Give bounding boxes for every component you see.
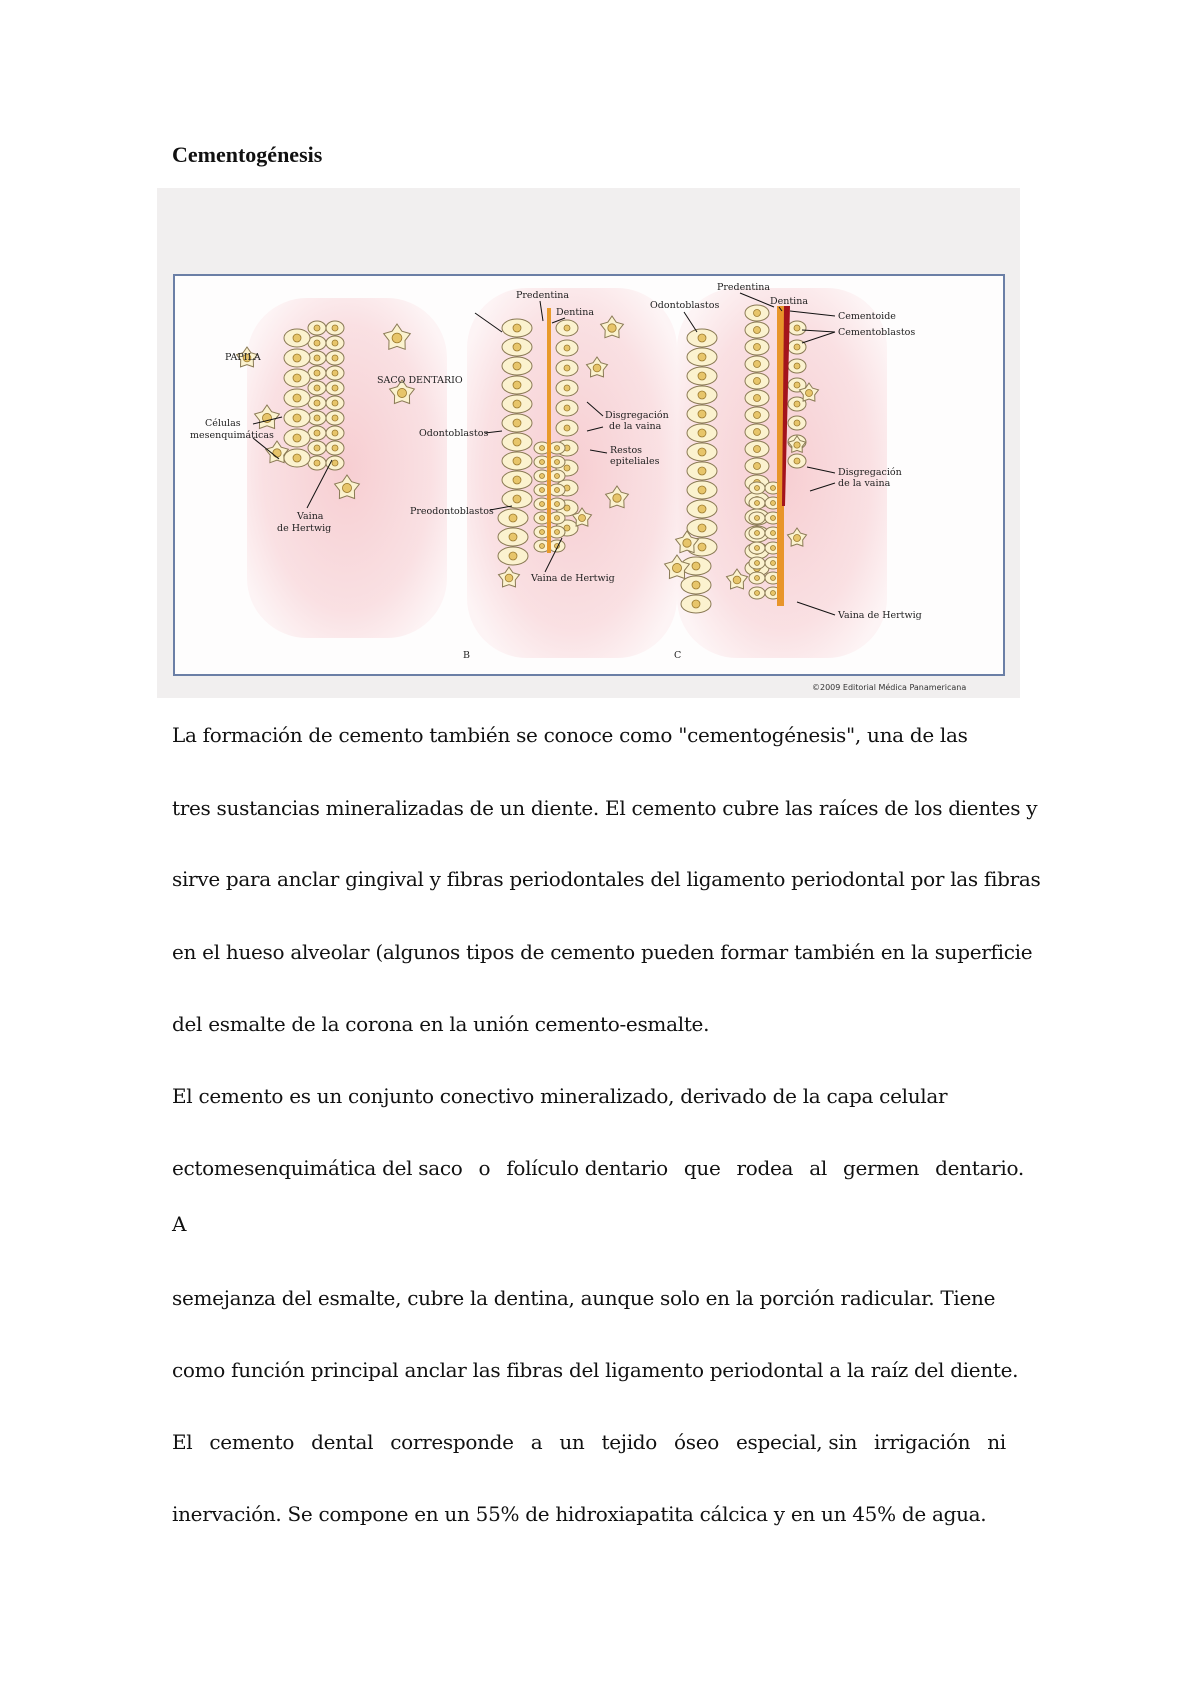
cell-nucleus xyxy=(593,364,601,372)
cell-nucleus xyxy=(613,494,621,502)
cell-nucleus xyxy=(564,465,570,471)
cell-nucleus xyxy=(755,516,760,521)
dentin-stripe-b xyxy=(547,308,551,553)
cell-nucleus xyxy=(293,414,301,422)
cell-nucleus xyxy=(698,524,706,532)
cell-nucleus xyxy=(771,516,776,521)
cell-nucleus xyxy=(509,514,517,522)
cell-nucleus xyxy=(509,533,517,541)
cell-nucleus xyxy=(771,576,776,581)
label-c-dentina: Dentina xyxy=(770,296,808,307)
word: un xyxy=(559,1430,585,1454)
cell-nucleus xyxy=(698,543,706,551)
paragraph-line-2: tres sustancias mineralizadas de un diente. El cemento cubre las raíces de los dientes y xyxy=(172,796,1038,820)
cell-nucleus xyxy=(314,415,320,421)
cell-nucleus xyxy=(540,446,545,451)
cell-nucleus xyxy=(771,486,776,491)
label-vaina-1: Vaina xyxy=(297,511,324,522)
cell-nucleus xyxy=(683,539,691,547)
cell-nucleus xyxy=(513,476,521,484)
cell-nucleus xyxy=(332,355,338,361)
cell-nucleus xyxy=(754,361,761,368)
cell-nucleus xyxy=(755,591,760,596)
label-celulas-2: mesenquimáticas xyxy=(190,430,274,441)
cell-nucleus xyxy=(555,516,560,521)
cell-nucleus xyxy=(698,334,706,342)
justified-line-1 xyxy=(172,1156,1024,1180)
cell-nucleus xyxy=(314,445,320,451)
cell-nucleus xyxy=(755,576,760,581)
paragraph-line-1: La formación de cemento también se conoce como "cementogénesis", una de las xyxy=(172,723,968,747)
cell-nucleus xyxy=(332,445,338,451)
label-b-disgregacion-2: de la vaina xyxy=(609,421,662,432)
word: óseo xyxy=(674,1430,720,1454)
cell-nucleus xyxy=(794,344,800,350)
page-title: Cementogénesis xyxy=(172,142,323,167)
cell-nucleus xyxy=(754,327,761,334)
cell-nucleus xyxy=(794,325,800,331)
cell-nucleus xyxy=(771,546,776,551)
word: ni xyxy=(987,1430,1006,1454)
cementogenesis-figure xyxy=(157,188,1020,698)
cell-nucleus xyxy=(505,574,513,582)
cell-nucleus xyxy=(540,460,545,465)
word: a xyxy=(530,1430,543,1454)
paragraph-line-9: inervación. Se compone en un 55% de hidroxiapatita cálcica y en un 45% de agua. xyxy=(172,1502,987,1526)
cell-nucleus xyxy=(513,362,521,370)
cell-nucleus xyxy=(698,353,706,361)
cell-nucleus xyxy=(540,502,545,507)
cell-nucleus xyxy=(332,460,338,466)
paragraph-line-8: como función principal anclar las fibras del ligamento periodontal a la raíz del diente. xyxy=(172,1358,1019,1382)
cell-nucleus xyxy=(555,530,560,535)
cell-nucleus xyxy=(540,516,545,521)
cell-nucleus xyxy=(540,488,545,493)
cell-nucleus xyxy=(564,325,570,331)
cell-nucleus xyxy=(794,458,800,464)
cell-nucleus xyxy=(672,563,681,572)
cell-nucleus xyxy=(332,370,338,376)
cell-nucleus xyxy=(733,576,741,584)
label-b-dentina: Dentina xyxy=(556,307,594,318)
cell-nucleus xyxy=(540,530,545,535)
label-vaina-2: de Hertwig xyxy=(277,523,332,534)
cell-nucleus xyxy=(397,388,406,397)
panel-letter-c: C xyxy=(674,650,682,661)
cell-nucleus xyxy=(755,561,760,566)
cell-nucleus xyxy=(755,501,760,506)
cell-nucleus xyxy=(698,429,706,437)
cell-nucleus xyxy=(794,442,800,448)
cell-nucleus xyxy=(771,531,776,536)
paragraph-line-4: en el hueso alveolar (algunos tipos de cemento pueden formar también en la superficie xyxy=(172,940,1033,964)
cell-nucleus xyxy=(794,382,800,388)
justified-line-2 xyxy=(172,1430,1006,1454)
label-c-disgregacion-1: Disgregación xyxy=(838,467,902,478)
cell-nucleus xyxy=(794,363,800,369)
cell-nucleus xyxy=(332,415,338,421)
cell-nucleus xyxy=(564,365,570,371)
cell-nucleus xyxy=(314,460,320,466)
cell-nucleus xyxy=(513,324,521,332)
label-saco: SACO DENTARIO xyxy=(377,375,463,386)
cell-nucleus xyxy=(755,546,760,551)
orphan-line: A xyxy=(172,1212,187,1236)
label-b-preodontoblastos: Preodontoblastos xyxy=(410,506,494,517)
cell-nucleus xyxy=(755,486,760,491)
word: o xyxy=(478,1156,491,1180)
cell-nucleus xyxy=(555,460,560,465)
word: germen xyxy=(842,1156,920,1180)
cell-nucleus xyxy=(754,446,761,453)
cell-nucleus xyxy=(293,334,301,342)
cell-nucleus xyxy=(293,394,301,402)
cell-nucleus xyxy=(579,515,586,522)
cell-nucleus xyxy=(314,400,320,406)
figure-copyright: ©2009 Editorial Médica Panamericana xyxy=(812,683,967,692)
cell-nucleus xyxy=(698,391,706,399)
cell-nucleus xyxy=(513,438,521,446)
word: irrigación xyxy=(874,1430,971,1454)
paragraph-line-5: del esmalte de la corona en la unión cemento-esmalte. xyxy=(172,1012,710,1036)
panel-letter-b: B xyxy=(463,650,470,661)
cell-nucleus xyxy=(555,502,560,507)
word: cemento xyxy=(209,1430,295,1454)
cell-nucleus xyxy=(540,544,545,549)
cell-nucleus xyxy=(293,354,301,362)
cell-nucleus xyxy=(314,385,320,391)
cell-nucleus xyxy=(314,340,320,346)
cell-nucleus xyxy=(513,381,521,389)
cell-nucleus xyxy=(564,385,570,391)
cell-nucleus xyxy=(698,448,706,456)
cell-nucleus xyxy=(293,454,301,462)
cell-nucleus xyxy=(332,385,338,391)
paragraph-line-3: sirve para anclar gingival y fibras periodontales del ligamento periodontal por las fibras xyxy=(172,867,1041,891)
word: ectomesenquimática del saco xyxy=(172,1156,463,1180)
word: corresponde xyxy=(390,1430,514,1454)
cell-nucleus xyxy=(754,429,761,436)
word: dentario. xyxy=(935,1156,1024,1180)
label-b-restos-2: epiteliales xyxy=(610,456,660,467)
cell-nucleus xyxy=(771,501,776,506)
cell-nucleus xyxy=(314,355,320,361)
word: El xyxy=(172,1430,193,1454)
label-c-cementoblastos: Cementoblastos xyxy=(838,327,916,338)
cell-nucleus xyxy=(754,463,761,470)
cell-nucleus xyxy=(564,425,570,431)
cell-nucleus xyxy=(692,562,700,570)
cell-nucleus xyxy=(698,505,706,513)
cell-nucleus xyxy=(555,474,560,479)
cell-nucleus xyxy=(692,581,700,589)
cell-nucleus xyxy=(332,430,338,436)
cell-nucleus xyxy=(698,486,706,494)
word: especial, sin xyxy=(736,1430,858,1454)
cell-nucleus xyxy=(754,412,761,419)
label-celulas-1: Células xyxy=(205,418,241,429)
word: tejido xyxy=(601,1430,658,1454)
cell-nucleus xyxy=(293,434,301,442)
word: rodea xyxy=(736,1156,794,1180)
paragraph-line-6: El cemento es un conjunto conectivo mineralizado, derivado de la capa celular xyxy=(172,1084,948,1108)
label-c-predentina: Predentina xyxy=(717,282,771,293)
paragraph-line-7: semejanza del esmalte, cubre la dentina, aunque solo en la porción radicular. Tiene xyxy=(172,1286,996,1310)
cell-nucleus xyxy=(608,324,616,332)
label-c-odontoblastos: Odontoblastos xyxy=(650,300,720,311)
label-b-odontoblastos: Odontoblastos xyxy=(419,428,489,439)
cell-nucleus xyxy=(513,400,521,408)
cell-nucleus xyxy=(755,531,760,536)
cell-nucleus xyxy=(794,401,800,407)
cell-nucleus xyxy=(332,340,338,346)
cell-nucleus xyxy=(509,552,517,560)
cell-nucleus xyxy=(513,495,521,503)
cell-nucleus xyxy=(564,345,570,351)
word: que xyxy=(683,1156,721,1180)
cell-nucleus xyxy=(314,370,320,376)
cell-nucleus xyxy=(273,449,281,457)
cell-nucleus xyxy=(513,419,521,427)
label-b-restos-1: Restos xyxy=(610,445,643,456)
cell-nucleus xyxy=(540,474,545,479)
cell-nucleus xyxy=(754,310,761,317)
word: dental xyxy=(311,1430,374,1454)
cell-nucleus xyxy=(555,446,560,451)
cell-nucleus xyxy=(332,325,338,331)
histology-diagram xyxy=(157,188,1020,698)
cell-nucleus xyxy=(754,378,761,385)
label-b-vaina: Vaina de Hertwig xyxy=(531,573,615,584)
cell-nucleus xyxy=(698,410,706,418)
word: folículo dentario xyxy=(506,1156,668,1180)
cell-nucleus xyxy=(771,591,776,596)
label-c-cementoide: Cementoide xyxy=(838,311,896,322)
label-papila: PAPILA xyxy=(225,352,261,363)
cell-nucleus xyxy=(698,372,706,380)
cell-nucleus xyxy=(314,325,320,331)
cell-nucleus xyxy=(698,467,706,475)
cell-nucleus xyxy=(794,420,800,426)
label-c-disgregacion-2: de la vaina xyxy=(838,478,891,489)
cell-nucleus xyxy=(513,343,521,351)
cell-nucleus xyxy=(332,400,338,406)
cell-nucleus xyxy=(513,457,521,465)
cell-nucleus xyxy=(392,333,402,343)
cell-nucleus xyxy=(342,483,351,492)
cell-nucleus xyxy=(771,561,776,566)
label-b-disgregacion-1: Disgregación xyxy=(605,410,669,421)
cell-nucleus xyxy=(754,344,761,351)
cell-nucleus xyxy=(794,535,801,542)
label-c-vaina: Vaina de Hertwig xyxy=(838,610,922,621)
cell-nucleus xyxy=(293,374,301,382)
label-b-predentina: Predentina xyxy=(516,290,570,301)
cell-nucleus xyxy=(555,488,560,493)
cell-nucleus xyxy=(314,430,320,436)
cell-nucleus xyxy=(564,405,570,411)
cell-nucleus xyxy=(692,600,700,608)
cell-nucleus xyxy=(754,395,761,402)
word: al xyxy=(809,1156,827,1180)
cell-nucleus xyxy=(806,390,813,397)
